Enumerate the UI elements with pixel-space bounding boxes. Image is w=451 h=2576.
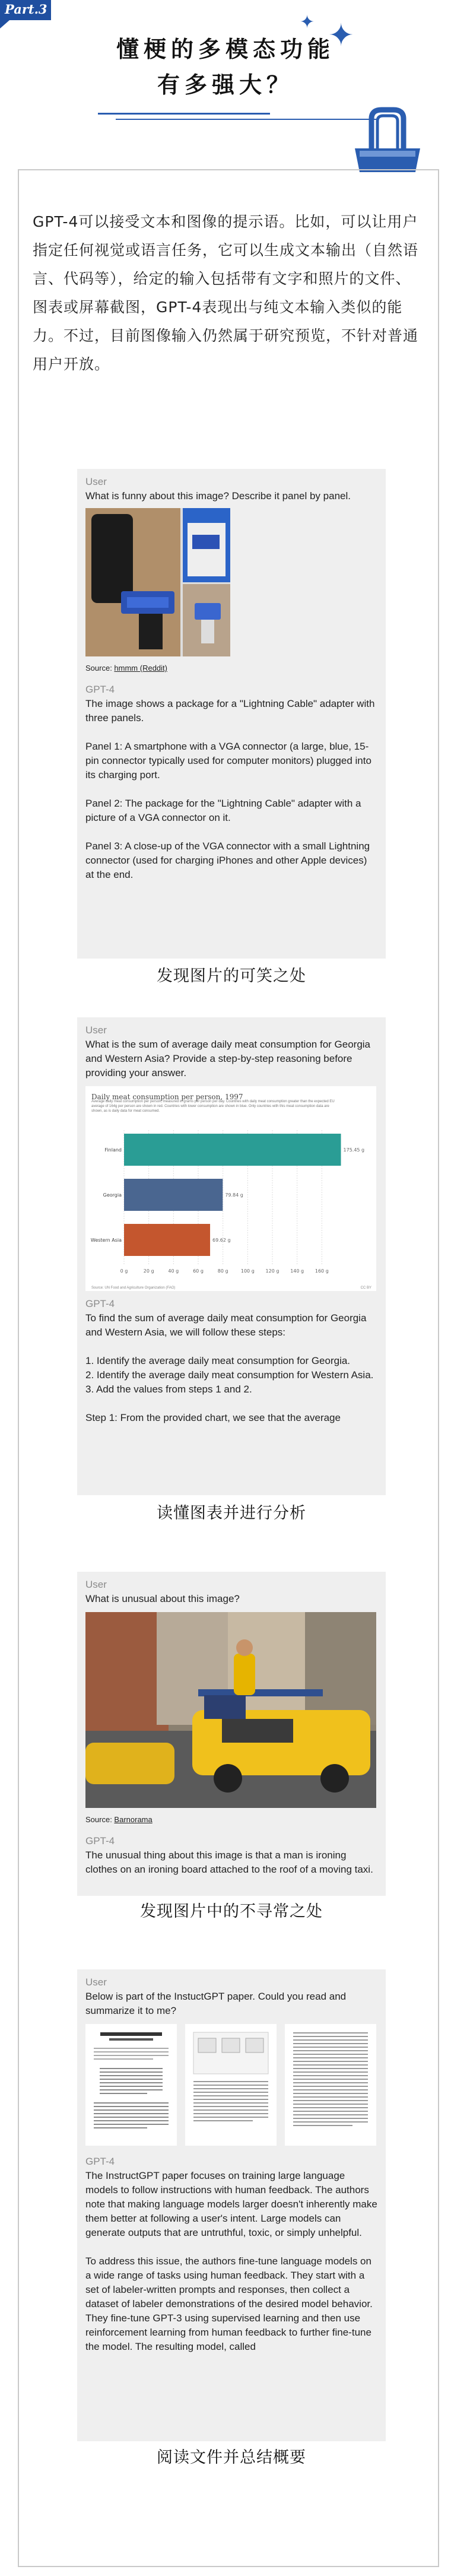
example-caption: 发现图片的可笑之处 — [157, 967, 306, 985]
source-link[interactable]: Barnorama — [114, 1815, 153, 1824]
paper-page-thumbnail — [285, 2024, 376, 2146]
ironing-taxi-image — [85, 1612, 376, 1808]
chart-x-tick-label: 60 g — [193, 1268, 204, 1274]
page-title: 懂梗的多模态功能 — [116, 36, 335, 62]
example-panel — [77, 1572, 386, 1896]
chart-x-tick-label: 140 g — [290, 1268, 304, 1274]
gpt-answer-paragraph: Panel 2: The package for the "Lightning Cable" adapter with a picture of a VGA connector on it. — [85, 798, 361, 823]
chart-bar — [124, 1224, 210, 1256]
part-tag: Part.3 — [0, 0, 51, 20]
gpt-answer-paragraph: The unusual thing about this image is that a man is ironing clothes on an ironing board attached to the roof of a moving taxi. — [85, 1849, 373, 1875]
chart-data-label: 175.45 g — [343, 1147, 365, 1153]
chart-x-tick-label: 80 g — [217, 1268, 228, 1274]
gpt-answer-paragraph: Step 1: From the provided chart, we see that the average — [85, 1412, 341, 1423]
sparkle-icon: ✦ — [328, 18, 354, 53]
gpt-answer-paragraph: 1. Identify the average daily meat consumption for Georgia. 2. Identify the average daily meat consumption for Western Asia. 3. Add the values from steps 1 and 2. — [85, 1355, 374, 1395]
chart-category-label: Western Asia — [90, 1238, 122, 1243]
binder-clip-icon — [349, 107, 426, 175]
gpt-label: GPT-4 — [85, 684, 115, 695]
chart-x-tick-label: 160 g — [315, 1268, 329, 1274]
chart-bar — [124, 1134, 341, 1166]
intro-paragraph: GPT-4可以接受文本和图像的提示语。比如，可以让用户指定任何视觉或语言任务，它可以生成文本输出（自然语言、代码等），给定的输入包括带有文字和照片的文件、图表或屏幕截图，GPT-4表现出与纯文本输入类似的能力。不过，目前图像输入仍然属于研究预览，不针对普通用户开放。 — [33, 213, 419, 373]
gpt-answer-paragraph: To address this issue, the authors fine-tune language models on a wide range of tasks using human feedback. They start with a set of labeler-written prompts and responses, then collect a dataset of labeler demonstrations of the desired model behavior. They fine-tune GPT-3 using supervised learning and then use reinforcement learning from human feedback to further fine-tune the model. The resulting model, called — [85, 2255, 373, 2352]
example-panel — [77, 1017, 386, 1495]
user-prompt: What is the sum of average daily meat consumption for Georgia and Western Asia? Provide a step-by-step reasoning before providing your answer. — [85, 1039, 371, 1078]
example-caption: 发现图片中的不寻常之处 — [140, 1902, 323, 1921]
chart-note: CC BY — [360, 1286, 371, 1290]
chart-x-tick-label: 120 g — [265, 1268, 280, 1274]
chart-source: Source: UN Food and Agriculture Organization (FAO) — [91, 1286, 176, 1290]
example-caption: 读懂图表并进行分析 — [157, 1504, 306, 1522]
gpt-label: GPT-4 — [85, 1298, 115, 1309]
gpt-label: GPT-4 — [85, 2156, 115, 2167]
gpt-label: GPT-4 — [85, 1835, 115, 1847]
chart-x-tick-label: 20 g — [143, 1268, 154, 1274]
sparkle-icon: ✦ — [300, 12, 315, 33]
user-prompt: What is funny about this image? Describe it panel by panel. — [85, 490, 351, 502]
title-underline — [116, 119, 377, 120]
page-subtitle: 有多强大？ — [157, 72, 294, 98]
user-label: User — [85, 1024, 107, 1036]
gpt-answer-paragraph: The image shows a package for a "Lightning Cable" adapter with three panels. — [85, 698, 375, 724]
chart-data-label: 69.62 g — [212, 1238, 231, 1243]
source-link[interactable]: hmmm (Reddit) — [114, 664, 167, 672]
image-source — [85, 1813, 377, 1827]
meat-consumption-chart — [85, 1086, 376, 1291]
user-prompt: What is unusual about this image? — [85, 1593, 240, 1604]
chart-x-tick-label: 100 g — [240, 1268, 255, 1274]
gpt-answer-paragraph: To find the sum of average daily meat consumption for Georgia and Western Asia, we will follow these steps: — [85, 1312, 367, 1338]
paper-pages — [85, 2024, 377, 2149]
chart-category-label: Finland — [104, 1147, 122, 1153]
lightning-cable-image — [85, 508, 230, 656]
user-prompt: Below is part of the InstuctGPT paper. Could you read and summarize it to me? — [85, 1991, 347, 2016]
chart-x-tick-label: 0 g — [120, 1268, 128, 1274]
paper-page-thumbnail — [85, 2024, 177, 2146]
source-prefix: Source: — [85, 1815, 115, 1824]
example-panel — [77, 1969, 386, 2441]
gpt-answer-paragraph: Panel 3: A close-up of the VGA connector with a small Lightning connector (used for charging iPhones and other Apple devices) at the end. — [85, 840, 370, 880]
example-caption: 阅读文件并总结概要 — [157, 2448, 306, 2467]
source-prefix: Source: — [85, 664, 115, 672]
user-label: User — [85, 1977, 107, 1988]
chart-plot — [85, 1086, 376, 1291]
gpt-answer-paragraph: The InstructGPT paper focuses on training large language models to follow instructions with human feedback. The authors note that making language models larger doesn't inherently make them better at following a user's intent. Large models can generate outputs that are untruthful, toxic, or simply unhelpful. — [85, 2170, 377, 2238]
title-underline — [98, 113, 270, 115]
chart-category-label: Georgia — [103, 1192, 122, 1198]
chart-title: Daily meat consumption per person, 1997 — [91, 1093, 243, 1101]
example-panel — [77, 469, 386, 959]
gpt-answer-paragraph: Panel 1: A smartphone with a VGA connector (a large, blue, 15-pin connector typically used for computer monitors) plugged into its charging port. — [85, 741, 371, 781]
user-label: User — [85, 1579, 107, 1590]
chart-bar — [124, 1179, 223, 1211]
chart-subtitle: Average daily meat consumption per person, measured in grams per person per day. Countries with daily meat consumption greater than the expected EU average of 164g per person are shown in red. Countries with lower consumption are shown in blue. Only countries with this meat consumption data are shown, as is daily data for meat consumed. — [91, 1100, 335, 1113]
chart-data-label: 79.84 g — [225, 1192, 243, 1198]
chart-x-tick-label: 40 g — [168, 1268, 179, 1274]
paper-page-thumbnail — [185, 2024, 277, 2146]
image-source — [85, 661, 377, 675]
user-label: User — [85, 476, 107, 487]
